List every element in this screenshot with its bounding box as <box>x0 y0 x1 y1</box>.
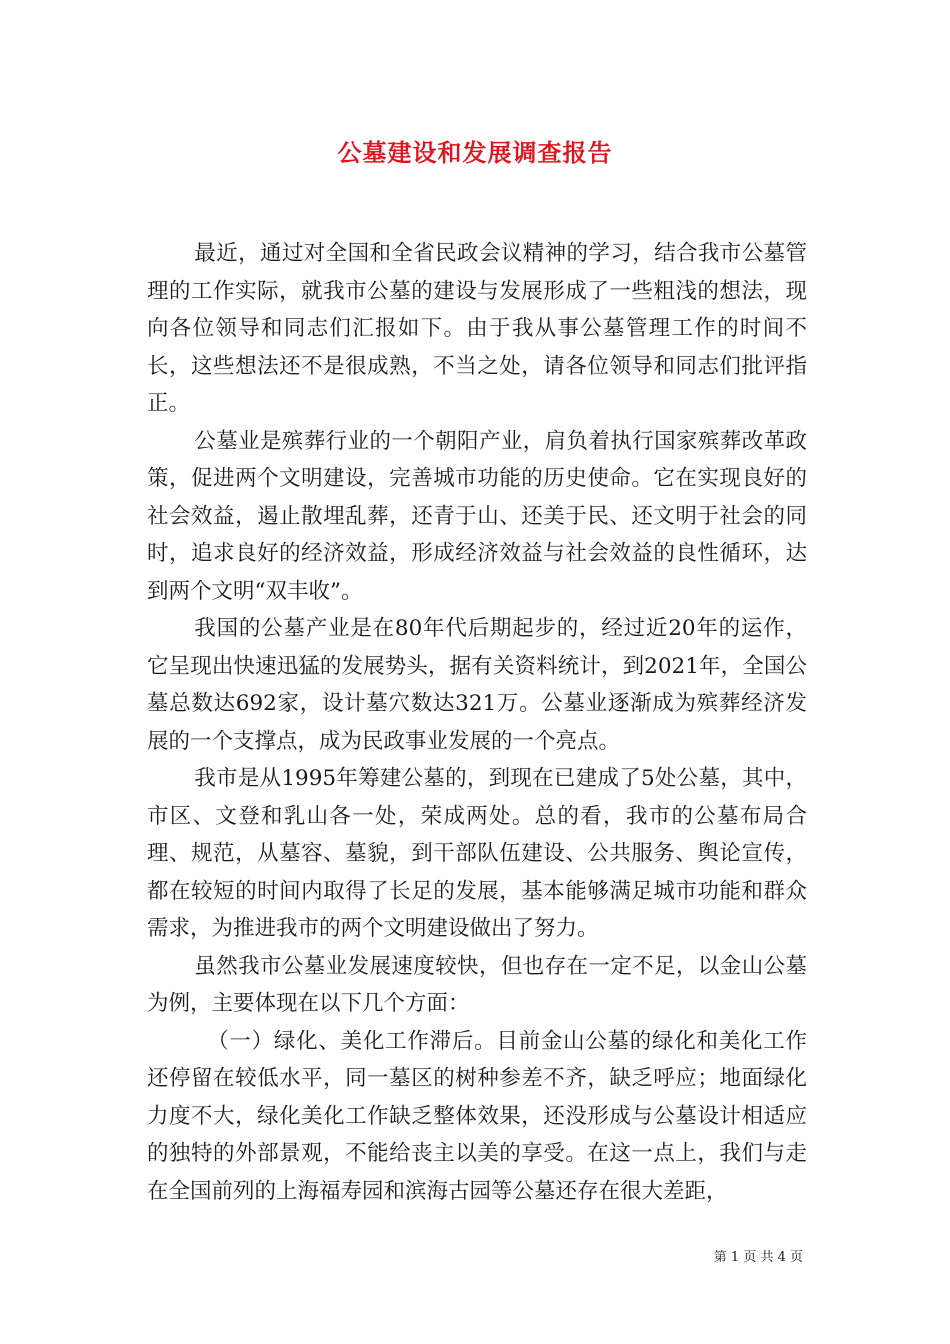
document-title: 公墓建设和发展调查报告 <box>337 138 613 167</box>
paragraph-national-status: 我国的公墓产业是在80年代后期起步的，经过近20年的运作，它呈现出快速迅猛的发展势头，据有关资料统计，到2021年，全国公墓总数达692家，设计墓穴数达321万。公墓业逐渐成为殡葬经济发展的一个支撑点，成为民政事业发展的一个亮点。 <box>147 616 807 754</box>
paragraph-shortcomings: 虽然我市公墓业发展速度较快，但也存在一定不足，以金山公墓为例，主要体现在以下几个方面： <box>147 953 807 1016</box>
paragraph-greening: （一）绿化、美化工作滞后。目前金山公墓的绿化和美化工作还停留在较低水平，同一墓区的树种参差不齐，缺乏呼应；地面绿化力度不大，绿化美化工作缺乏整体效果，还没形成与公墓设计相适应的独特的外部景观，不能给丧主以美的享受。在这一点上，我们与走在全国前列的上海福寿园和滨海古园等公墓还存在很大差距， <box>147 1028 807 1204</box>
document-body <box>147 235 807 1210</box>
paragraph-city-status: 我市是从1995年筹建公墓的，到现在已建成了5处公墓，其中，市区、文登和乳山各一处，荣成两处。总的看，我市的公墓布局合理、规范，从墓容、墓貌，到干部队伍建设、公共服务、舆论宣传，都在较短的时间内取得了长足的发展，基本能够满足城市功能和群众需求，为推进我市的两个文明建设做出了努力。 <box>147 766 807 941</box>
paragraph-intro: 最近，通过对全国和全省民政会议精神的学习，结合我市公墓管理的工作实际，就我市公墓的建设与发展形成了一些粗浅的想法，现向各位领导和同志们汇报如下。由于我从事公墓管理工作的时间不长，这些想法还不是很成熟，不当之处，请各位领导和同志们批评指正。 <box>147 241 807 416</box>
paragraph-industry: 公墓业是殡葬行业的一个朝阳产业，肩负着执行国家殡葬改革政策，促进两个文明建设，完善城市功能的历史使命。它在实现良好的社会效益，遏止散埋乱葬，还青于山、还美于民、还文明于社会的同时，追求良好的经济效益，形成经济效益与社会效益的良性循环，达到两个文明“双丰收”。 <box>147 428 807 604</box>
page-number: 第 1 页 共 4 页 <box>713 1250 803 1265</box>
